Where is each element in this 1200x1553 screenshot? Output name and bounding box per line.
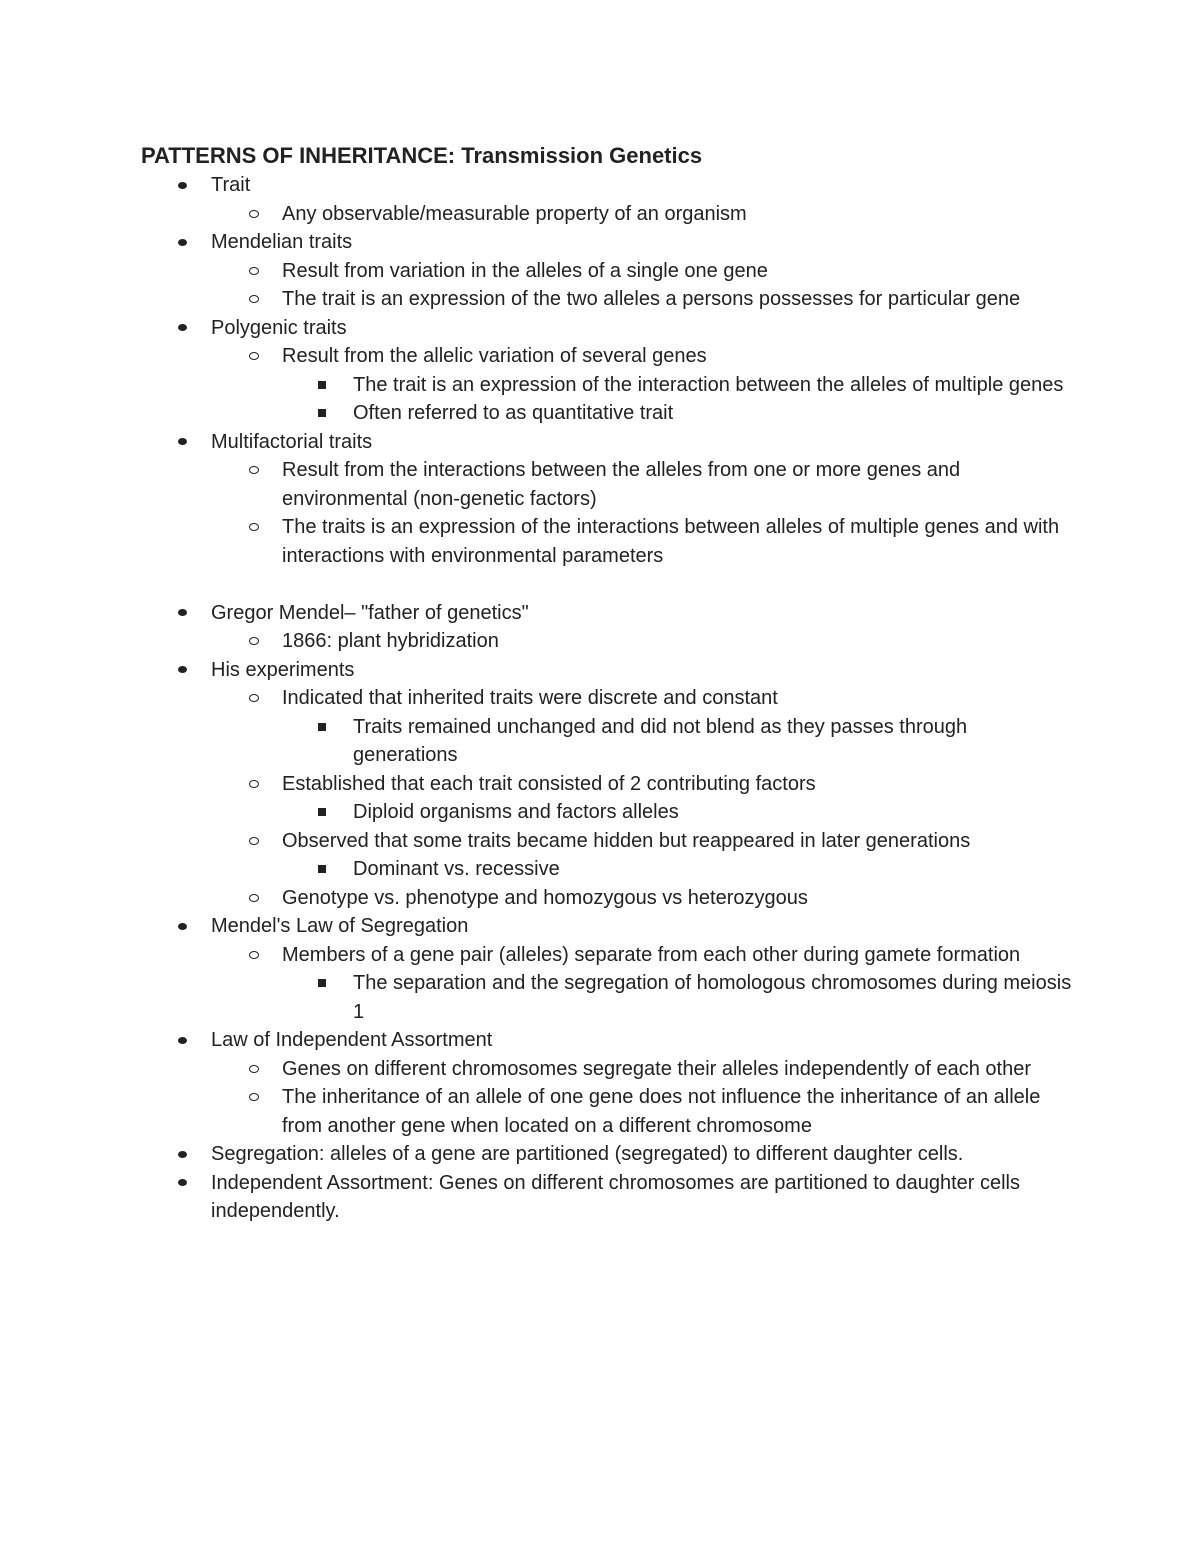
filled-circle-bullet-icon [178,171,187,200]
outline-item-level-3 [0,798,1200,827]
filled-circle-bullet-icon [178,1140,187,1169]
outline-item-level-1 [0,1140,1200,1169]
hollow-circle-bullet-icon [249,456,259,485]
outline-item-text: The separation and the segregation of homologous chromosomes during meiosis 1 [353,972,1072,1023]
hollow-circle-bullet-icon [249,1055,259,1084]
filled-circle-bullet-icon [178,314,187,343]
outline-item-level-2 [0,941,1200,970]
outline-item-text: Result from variation in the alleles of a single one gene [282,259,768,282]
hollow-circle-bullet-icon [249,257,259,286]
outline-item-text: His experiments [211,658,355,681]
hollow-circle-bullet-icon [249,827,259,856]
square-bullet-icon [318,969,326,998]
outline-item-level-1 [0,912,1200,941]
outline-item-text: Observed that some traits became hidden but reappeared in later generations [282,829,971,852]
outline-item-level-2 [0,513,1200,570]
outline-item-level-2 [0,1055,1200,1084]
square-bullet-icon [318,713,326,742]
outline-item-text: Mendel's Law of Segregation [211,915,469,937]
outline-item-text: Law of Independent Assortment [211,1029,493,1051]
outline-item-level-1 [0,1026,1200,1055]
document-title: PATTERNS OF INHERITANCE: Transmission Genetics [141,143,703,168]
outline-item-text: Polygenic traits [211,316,347,339]
filled-circle-bullet-icon [178,912,187,941]
square-bullet-icon [318,399,326,428]
filled-circle-bullet-icon [178,428,187,457]
outline-item-text: Genes on different chromosomes segregate their alleles independently of each other [282,1057,1031,1080]
outline-item-level-3 [0,371,1200,400]
outline-item-level-3 [0,399,1200,428]
blank-line [0,570,1200,599]
outline-item-level-3 [0,969,1200,1026]
hollow-circle-bullet-icon [249,941,259,970]
outline-item-text: 1866: plant hybridization [282,630,499,652]
hollow-circle-bullet-icon [249,627,259,656]
outline-item-text: Indicated that inherited traits were discrete and constant [282,687,778,709]
outline-item-text: The traits is an expression of the interactions between alleles of multiple genes and with interactions with environmental parameters [282,516,1060,567]
outline-item-level-1 [0,428,1200,457]
outline-item-level-1 [0,599,1200,628]
outline-item-level-2 [0,285,1200,314]
outline-item-text: The trait is an expression of the interaction between the alleles of multiple genes [353,373,1064,396]
outline-item-text: Result from the allelic variation of several genes [282,345,707,367]
outline-item-text: Independent Assortment: Genes on different chromosomes are partitioned to daughter cells independently. [211,1171,1021,1222]
hollow-circle-bullet-icon [249,684,259,713]
outline-item-text: Members of a gene pair (alleles) separate from each other during gamete formation [282,943,1021,966]
hollow-circle-bullet-icon [249,770,259,799]
square-bullet-icon [318,855,326,884]
hollow-circle-bullet-icon [249,285,259,314]
outline-item-level-2 [0,770,1200,799]
hollow-circle-bullet-icon [249,342,259,371]
outline-item-level-2 [0,627,1200,656]
hollow-circle-bullet-icon [249,513,259,542]
bullet-outline [0,171,1200,1226]
filled-circle-bullet-icon [178,1169,187,1198]
outline-item-text: Gregor Mendel– "father of genetics" [211,601,529,624]
square-bullet-icon [318,798,326,827]
outline-item-level-1 [0,1169,1200,1226]
outline-item-level-2 [0,1083,1200,1140]
filled-circle-bullet-icon [178,656,187,685]
outline-item-text: Any observable/measurable property of an organism [282,202,747,225]
outline-item-level-2 [0,884,1200,913]
outline-item-text: Trait [211,174,251,196]
outline-item-text: Often referred to as quantitative trait [353,402,674,424]
outline-item-level-1 [0,656,1200,685]
outline-item-level-1 [0,314,1200,343]
outline-item-level-3 [0,713,1200,770]
outline-item-level-2 [0,684,1200,713]
outline-item-level-3 [0,855,1200,884]
hollow-circle-bullet-icon [249,200,259,229]
outline-item-text: Established that each trait consisted of 2 contributing factors [282,772,816,795]
outline-item-level-2 [0,257,1200,286]
square-bullet-icon [318,371,326,400]
outline-item-level-1 [0,171,1200,200]
outline-item-text: Result from the interactions between the alleles from one or more genes and environmental (non-genetic factors) [282,459,961,510]
outline-item-text: Segregation: alleles of a gene are partitioned (segregated) to different daughter cells. [211,1143,964,1165]
filled-circle-bullet-icon [178,228,187,257]
outline-item-text: Traits remained unchanged and did not blend as they passes through generations [353,715,968,766]
outline-item-text: The trait is an expression of the two alleles a persons possesses for particular gene [282,288,1021,310]
hollow-circle-bullet-icon [249,1083,259,1112]
outline-item-text: Dominant vs. recessive [353,858,560,880]
filled-circle-bullet-icon [178,599,187,628]
outline-item-level-1 [0,228,1200,257]
filled-circle-bullet-icon [178,1026,187,1055]
outline-item-level-2 [0,456,1200,513]
outline-item-level-2 [0,827,1200,856]
outline-item-text: Genotype vs. phenotype and homozygous vs heterozygous [282,886,808,909]
outline-item-text: Diploid organisms and factors alleles [353,801,679,823]
outline-item-text: The inheritance of an allele of one gene does not influence the inheritance of an allele from another gene when located on a different chromosome [282,1086,1041,1137]
outline-item-level-2 [0,342,1200,371]
hollow-circle-bullet-icon [249,884,259,913]
outline-item-text: Multifactorial traits [211,430,373,453]
outline-item-text: Mendelian traits [211,231,353,253]
outline-item-level-2 [0,200,1200,229]
